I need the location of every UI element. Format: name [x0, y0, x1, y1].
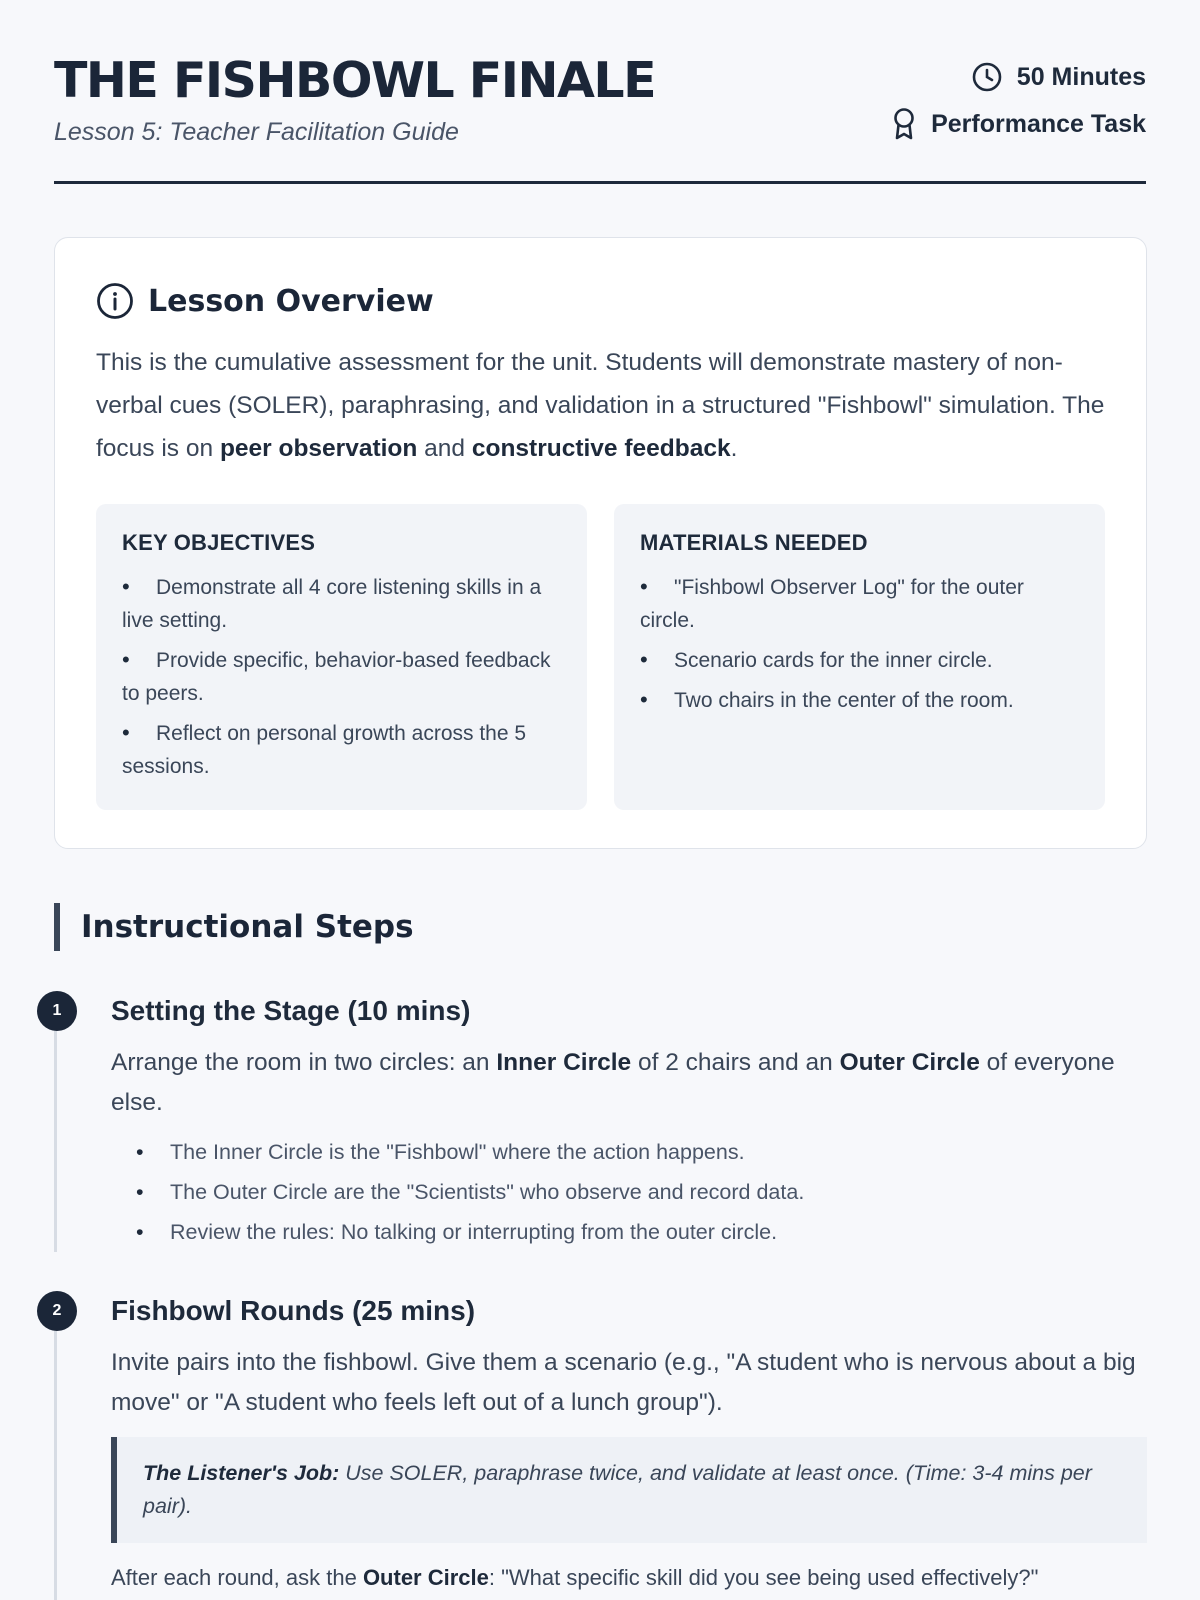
page-title: THE FISHBOWL FINALE	[54, 52, 656, 109]
list-item: • "Fishbowl Observer Log" for the outer circle.	[640, 570, 1079, 637]
list-item: • The Inner Circle is the "Fishbowl" where the action happens.	[136, 1132, 804, 1172]
after-text-1: After each round, ask the	[111, 1565, 363, 1590]
listener-job-callout	[111, 1437, 1147, 1543]
timeline-line	[54, 1330, 57, 1600]
step-description: Invite pairs into the fishbowl. Give them a scenario (e.g., "A student who is nervous about a big move" or "A student who feels left out of a lunch group").	[111, 1349, 1136, 1416]
overview-title: Lesson Overview	[148, 283, 434, 319]
materials-needed-panel	[614, 504, 1105, 810]
list-item: • Scenario cards for the inner circle.	[640, 643, 1079, 677]
key-objectives-panel	[96, 504, 587, 810]
list-item: • Review the rules: No talking or interrupting from the outer circle.	[136, 1212, 804, 1252]
overview-bold-2: constructive feedback	[471, 435, 731, 462]
after-text-2: : "What specific skill did you see being used effectively?"	[488, 1565, 1039, 1590]
step-description	[111, 1043, 1151, 1123]
page-header	[54, 0, 1146, 184]
list-item: • The Outer Circle are the "Scientists" who observe and record data.	[136, 1172, 804, 1212]
objectives-list	[122, 570, 561, 783]
timeline-line	[54, 1030, 57, 1252]
list-item: • Demonstrate all 4 core listening skills in a live setting.	[122, 570, 561, 637]
step-title: Fishbowl Rounds (25 mins)	[111, 1295, 476, 1326]
clock-icon	[971, 61, 1003, 93]
task-type-meta	[891, 109, 1146, 139]
overview-text-2: and	[417, 435, 472, 462]
step-bold-2: Outer Circle	[839, 1049, 980, 1076]
list-item: • Two chairs in the center of the room.	[640, 683, 1079, 717]
callout-label: The Listener's Job:	[143, 1461, 340, 1485]
step-text-2: of 2 chairs and an	[631, 1049, 840, 1076]
instructional-steps-heading: Instructional Steps	[54, 903, 414, 951]
materials-heading: MATERIALS NEEDED	[640, 530, 868, 555]
lesson-overview-card	[54, 237, 1147, 849]
duration-meta	[891, 62, 1146, 92]
overview-heading	[96, 282, 434, 320]
lesson-meta	[891, 62, 1146, 139]
duration-label: 50 Minutes	[1016, 62, 1146, 91]
objectives-heading: KEY OBJECTIVES	[122, 530, 316, 555]
page-subtitle: Lesson 5: Teacher Facilitation Guide	[54, 118, 459, 146]
callout-text: Use SOLER, paraphrase twice, and validate at least once. (Time: 3-4 mins per pair).	[143, 1461, 1092, 1518]
overview-text-3: .	[730, 435, 738, 462]
step-text-3: of everyone else.	[111, 1049, 1115, 1116]
list-item: • Provide specific, behavior-based feedback to peers.	[122, 643, 561, 710]
step-text-1: Arrange the room in two circles: an	[111, 1049, 497, 1076]
overview-text-1: This is the cumulative assessment for the unit. Students will demonstrate mastery of non-verbal cues (SOLER), paraphrasing, and validation in a structured "Fishbowl" simulation. The focus is on	[96, 349, 1105, 462]
step-number-badge: 1	[37, 991, 77, 1031]
list-item: • Reflect on personal growth across the 5 sessions.	[122, 716, 561, 783]
step-number-badge: 2	[37, 1291, 77, 1331]
task-type-label: Performance Task	[931, 109, 1146, 138]
overview-bold-1: peer observation	[219, 435, 418, 462]
step-bold-1: Inner Circle	[496, 1049, 632, 1076]
step-bullet-list	[136, 1132, 804, 1252]
step-title: Setting the Stage (10 mins)	[111, 995, 471, 1026]
after-bold: Outer Circle	[362, 1565, 489, 1590]
materials-list	[640, 570, 1079, 717]
info-circle-icon	[96, 282, 134, 320]
overview-description	[96, 341, 1116, 470]
award-ribbon-icon	[891, 107, 917, 141]
after-round-prompt	[111, 1562, 1171, 1594]
